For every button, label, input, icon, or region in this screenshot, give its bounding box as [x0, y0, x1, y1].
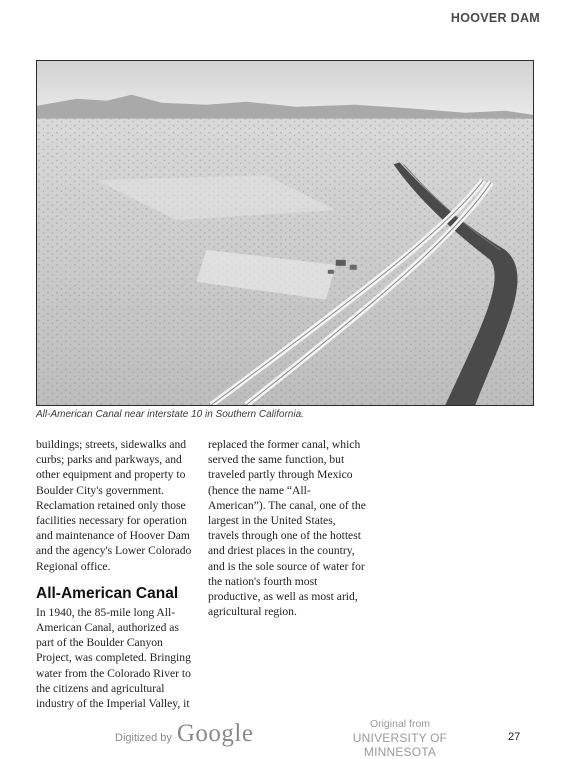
- digitized-by-label: Digitized by: [115, 732, 172, 744]
- left-column: [36, 437, 196, 711]
- right-column: [208, 437, 368, 619]
- section-heading: All-American Canal: [36, 584, 179, 602]
- body-paragraph: In 1940, the 85-mile long All-American Canal, authorized as part of the Boulder Canyon Project, was completed. Bringing water from the Colorado River to the citizens and agricultural industry of the Imperial Valley, it: [36, 605, 191, 711]
- original-source-note: [326, 718, 474, 759]
- digitized-by-note: [115, 720, 253, 748]
- canal-photo: [36, 60, 534, 406]
- original-from-label: Original from: [369, 718, 431, 730]
- photo-caption: All-American Canal near interstate 10 in Southern California.: [36, 409, 304, 420]
- google-logo: Google: [176, 720, 254, 747]
- aerial-photo-illustration: [37, 61, 533, 405]
- body-paragraph: buildings; streets, sidewalks and curbs; parks and parkways, and other equipment and property to Boulder City's government. Reclamation retained only those facilities necessary for operation and maintenance of Hoover Dam and the agency's Lower Colorado Regional office.: [36, 438, 192, 573]
- institution-name: UNIVERSITY OF MINNESOTA: [352, 731, 448, 759]
- page-number: 27: [508, 731, 521, 743]
- body-paragraph: replaced the former canal, which served the same function, but traveled partly through Mexico (hence the name “All-American”). The canal, one of the largest in the United States, travels through one of the hottest and driest places in the country, and is the sole source of water for the nation's fourth most productive, as well as most arid, agricultural region.: [208, 438, 366, 619]
- running-head: HOOVER DAM: [450, 11, 540, 25]
